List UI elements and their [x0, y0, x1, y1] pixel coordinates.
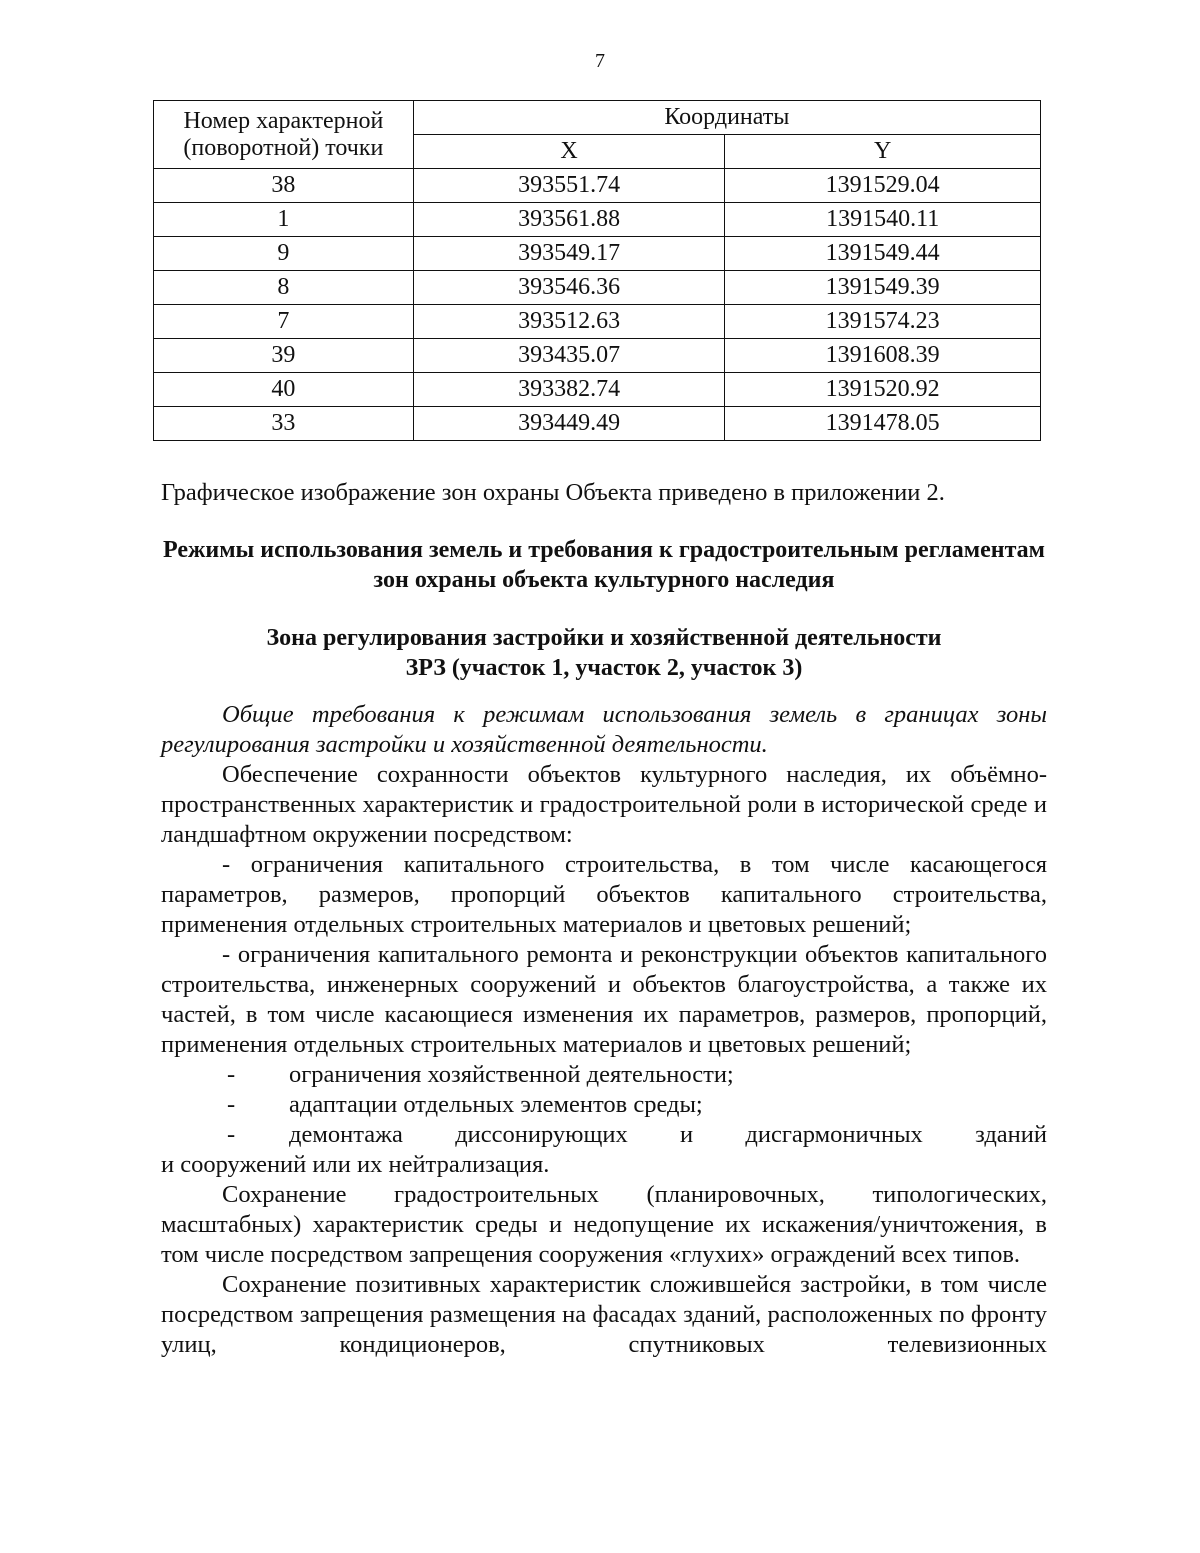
point-cell: 33 [154, 407, 414, 441]
y-cell: 1391529.04 [725, 169, 1041, 203]
list-item-demolition-continued: и сооружений или их нейтрализация. [161, 1151, 550, 1178]
point-cell: 7 [154, 305, 414, 339]
list-item-capital-repair: - ограничения капитального ремонта и реконструкции объектов капитального строительства, инженерных сооружений и объектов благоустройства, а также их частей, в том числе касающиеся изменения их параметров, размеров, пропорций, применения отдельных строительных материалов и цветовых решений; [161, 941, 1047, 1058]
table-row [154, 271, 1041, 305]
table-row [154, 373, 1041, 407]
x-header: X [413, 135, 725, 169]
heading-zone [161, 623, 1047, 683]
y-cell: 1391549.39 [725, 271, 1041, 305]
coordinates-header: Координаты [413, 101, 1040, 135]
graphic-note: Графическое изображение зон охраны Объекта приведено в приложении 2. [161, 479, 945, 506]
x-cell: 393551.74 [413, 169, 725, 203]
list-item-text: адаптации отдельных элементов среды; [289, 1091, 703, 1118]
coordinates-table [153, 100, 1041, 441]
y-cell: 1391520.92 [725, 373, 1041, 407]
list-dash: - [227, 1091, 236, 1118]
point-number-header: Номер характерной (поворотной) точки [154, 101, 414, 169]
y-cell: 1391608.39 [725, 339, 1041, 373]
list-item-text: демонтажа диссонирующих и дисгармоничных зданий [289, 1121, 1047, 1148]
x-cell: 393435.07 [413, 339, 725, 373]
list-item-economic [161, 1060, 1047, 1090]
list-dash: - [227, 1121, 236, 1148]
point-cell: 39 [154, 339, 414, 373]
para-urban: Сохранение градостроительных (планировочных, типологических, масштабных) характеристик среды и недопущение их искажения/уничтожения, в том числе посредством запрещения сооружения «глухих» ограждений всех типов. [161, 1181, 1047, 1268]
body-text [161, 700, 1047, 1360]
x-cell: 393561.88 [413, 203, 725, 237]
list-dash: - [227, 1061, 236, 1088]
y-cell: 1391574.23 [725, 305, 1041, 339]
list-item-text: ограничения хозяйственной деятельности; [289, 1061, 734, 1088]
heading-zone-line1: Зона регулирования застройки и хозяйственной деятельности [266, 625, 942, 651]
list-item-capital-construction: - ограничения капитального строительства, в том числе касающегося параметров, размеров, пропорций объектов капитального строительства, применения отдельных строительных материалов и цветовых решений; [161, 851, 1047, 938]
table-row [154, 237, 1041, 271]
heading-zone-line2: ЗРЗ (участок 1, участок 2, участок 3) [405, 655, 803, 681]
point-cell: 40 [154, 373, 414, 407]
table-row [154, 339, 1041, 373]
y-cell: 1391478.05 [725, 407, 1041, 441]
list-item-demolition [161, 1120, 1047, 1150]
point-cell: 1 [154, 203, 414, 237]
table-row [154, 169, 1041, 203]
x-cell: 393549.17 [413, 237, 725, 271]
table-row [154, 305, 1041, 339]
para-preservation: Обеспечение сохранности объектов культурного наследия, их объёмно-пространственных характеристик и градостроительной роли в исторической среде и ландшафтном окружении посредством: [161, 761, 1047, 848]
heading-regimes: Режимы использования земель и требования к градостроительным регламентам зон охраны объекта культурного наследия [162, 537, 1046, 593]
point-cell: 38 [154, 169, 414, 203]
x-cell: 393546.36 [413, 271, 725, 305]
point-cell: 9 [154, 237, 414, 271]
para-positive: Сохранение позитивных характеристик сложившейся застройки, в том числе посредством запрещения размещения на фасадах зданий, расположенных по фронту улиц, кондиционеров, спутниковых телевизионных [161, 1271, 1047, 1358]
x-cell: 393449.49 [413, 407, 725, 441]
general-requirements: Общие требования к режимам использования земель в границах зоны регулирования застройки и хозяйственной деятельности. [161, 701, 1047, 758]
y-header: Y [725, 135, 1041, 169]
table-row [154, 203, 1041, 237]
x-cell: 393382.74 [413, 373, 725, 407]
y-cell: 1391540.11 [725, 203, 1041, 237]
y-cell: 1391549.44 [725, 237, 1041, 271]
page-number: 7 [595, 50, 605, 72]
list-item-adaptation [161, 1090, 1047, 1120]
point-cell: 8 [154, 271, 414, 305]
table-row [154, 407, 1041, 441]
x-cell: 393512.63 [413, 305, 725, 339]
